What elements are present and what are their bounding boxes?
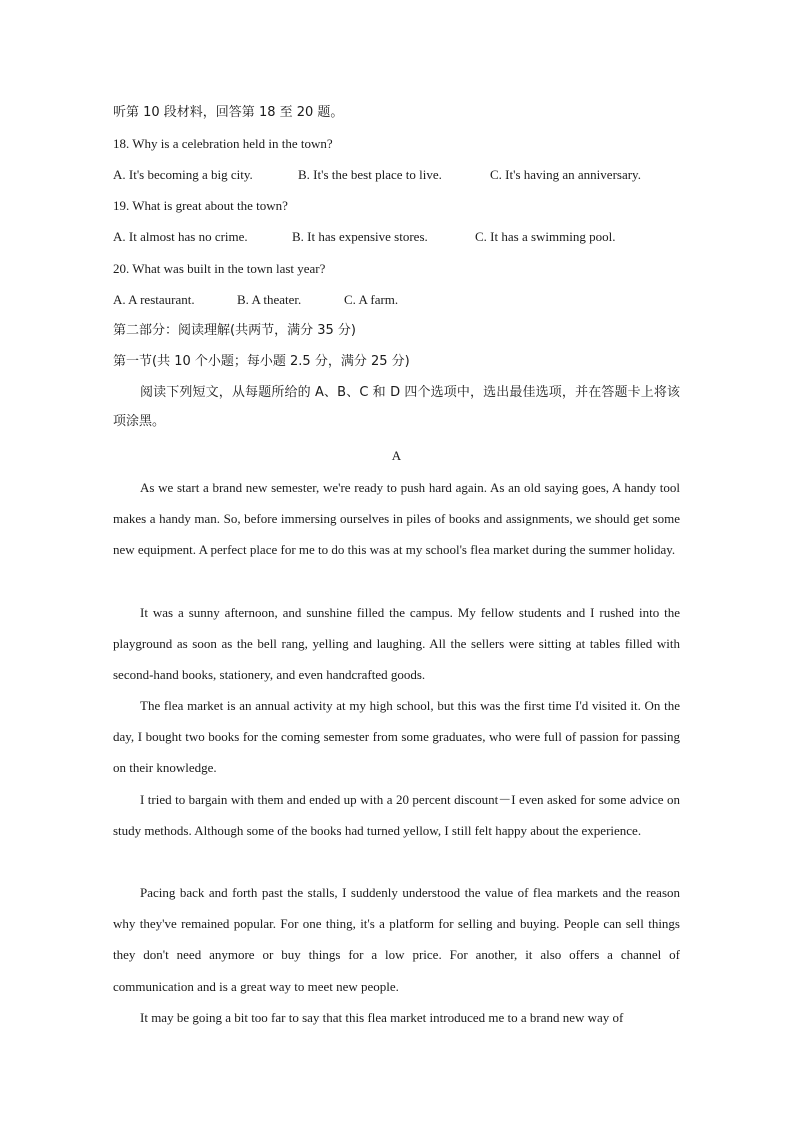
option-b: B. It has expensive stores. xyxy=(292,229,428,244)
option-a: A. It almost has no crime. xyxy=(113,229,248,244)
passage-paragraph-4: I tried to bargain with them and ended up with a 20 percent discount－I even asked for some advice on study methods. Although some of the books had turned yellow, I still felt happy about the experience. xyxy=(113,792,680,839)
option-a: A. It's becoming a big city. xyxy=(113,167,253,182)
question-18-options xyxy=(113,167,641,183)
passage-paragraph-2: It was a sunny afternoon, and sunshine filled the campus. My fellow students and I rushed into the playground as soon as the bell rang, yelling and laughing. All the sellers were sitting at tables filled with second-hand books, stationery, and even handcrafted goods. xyxy=(113,605,680,683)
passage-paragraph-6: It may be going a bit too far to say that this flea market introduced me to a brand new way of xyxy=(140,1010,624,1025)
option-c: C. A farm. xyxy=(344,292,399,307)
option-b: B. It's the best place to live. xyxy=(298,167,442,182)
question-19-stem: 19. What is great about the town? xyxy=(113,198,288,213)
question-18-stem: 18. Why is a celebration held in the town? xyxy=(113,136,333,151)
reading-instructions: 阅读下列短文，从每题所给的 A、B、C 和 D 四个选项中，选出最佳选项，并在答题卡上将该项涂黑。 xyxy=(113,385,680,429)
option-a: A. A restaurant. xyxy=(113,292,195,307)
question-20-options xyxy=(113,292,398,308)
option-b: B. A theater. xyxy=(237,292,302,307)
passage-paragraph-5: Pacing back and forth past the stalls, I suddenly understood the value of flea markets and the reason why they've remained popular. For one thing, it's a platform for selling and buying. People can sell things they don't need anymore or buy things for a low price. For another, it also offers a channel of communication and is a great way to meet new people. xyxy=(113,885,680,994)
question-19-options xyxy=(113,229,615,245)
section-one-title: 第一节(共 10 个小题；每小题 2.5 分，满分 25 分) xyxy=(113,354,410,369)
passage-label: A xyxy=(391,448,402,463)
section-intro: 听第 10 段材料，回答第 18 至 20 题。 xyxy=(113,105,344,120)
passage-paragraph-3: The flea market is an annual activity at my high school, but this was the first time I'd visited it. On the day, I bought two books for the coming semester from some graduates, who were full of passion for passing on their knowledge. xyxy=(113,698,680,776)
option-c: C. It's having an anniversary. xyxy=(490,167,641,182)
part-two-title: 第二部分：阅读理解(共两节，满分 35 分) xyxy=(113,323,356,338)
question-20-stem: 20. What was built in the town last year? xyxy=(113,261,326,276)
option-c: C. It has a swimming pool. xyxy=(475,229,616,244)
passage-paragraph-1: As we start a brand new semester, we're ready to push hard again. As an old saying goes, A handy tool makes a handy man. So, before immersing ourselves in piles of books and assignments, we should get some new equipment. A perfect place for me to do this was at my school's flea market during the summer holiday. xyxy=(113,480,680,558)
